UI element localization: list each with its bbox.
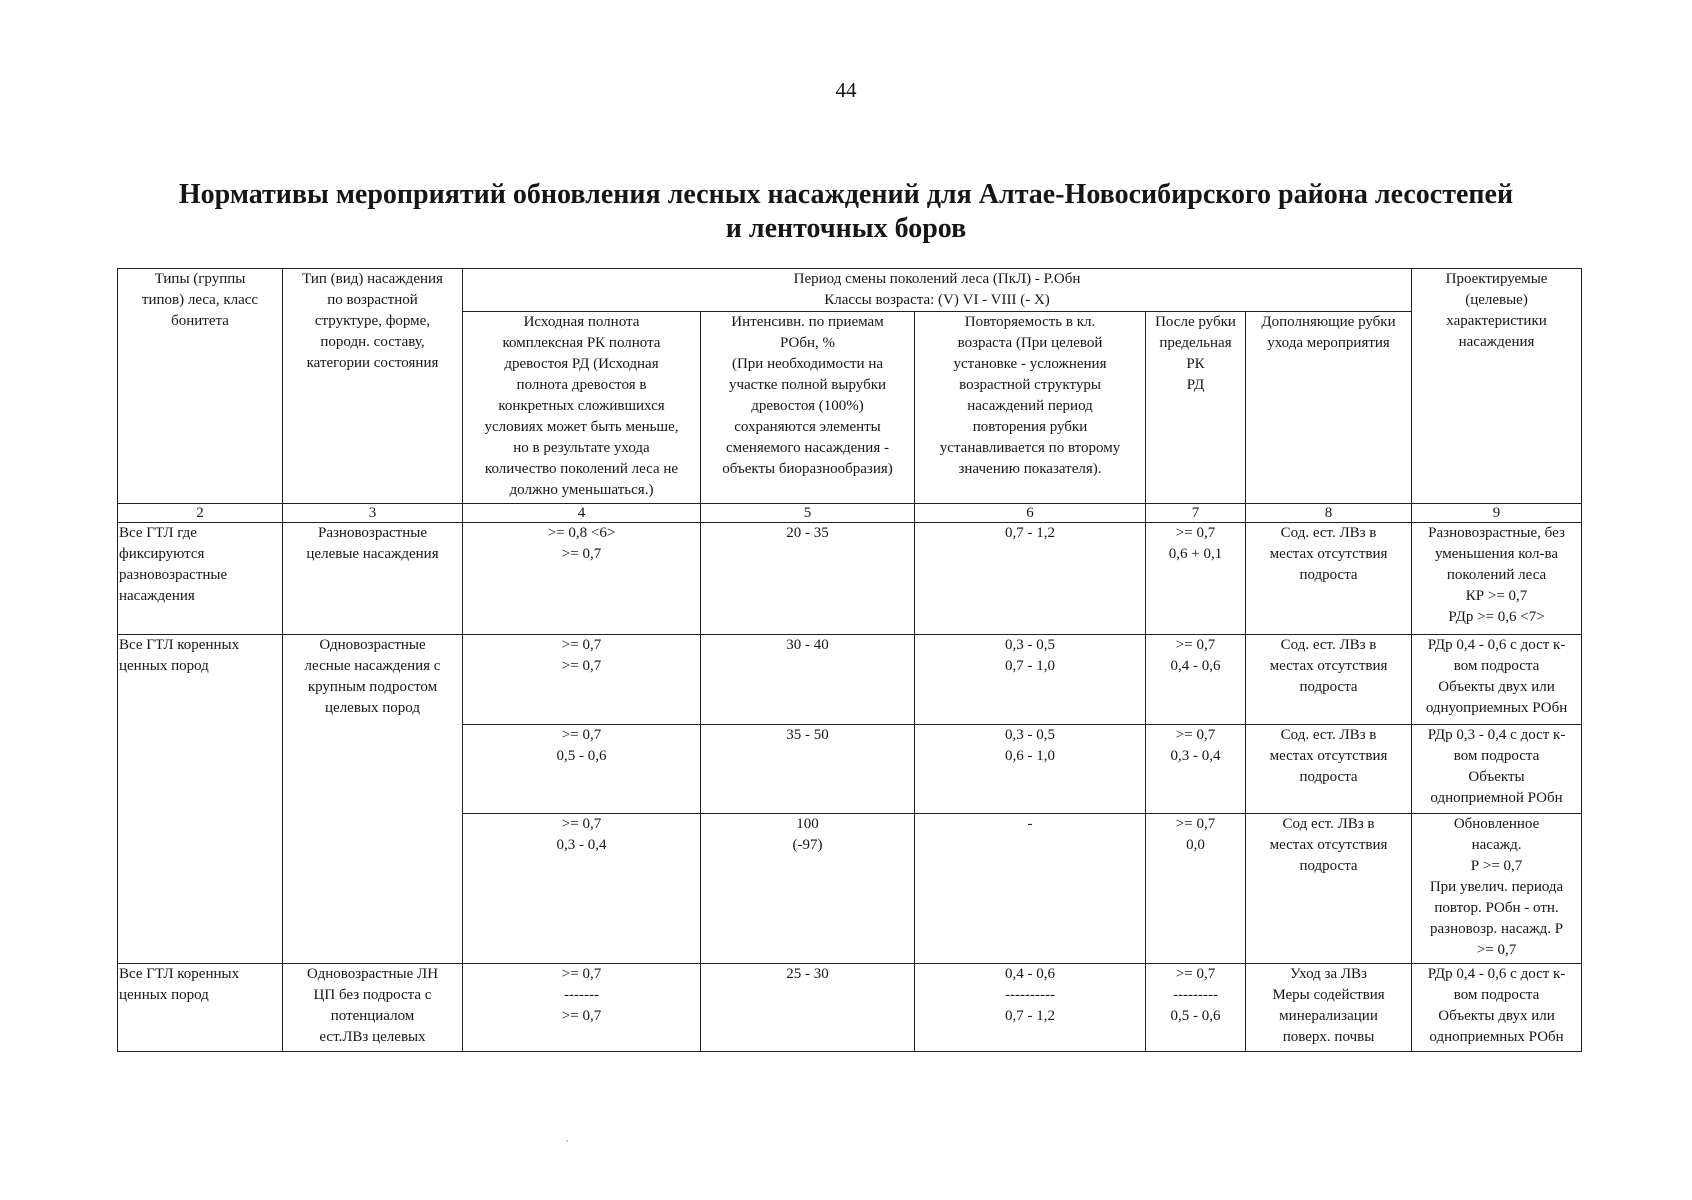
column-number: 9 — [1412, 504, 1582, 523]
column-number: 8 — [1246, 504, 1412, 523]
cell-recurrence: 0,7 - 1,2 — [915, 523, 1146, 635]
column-number: 3 — [283, 504, 463, 523]
cell-target-characteristics: РДр 0,4 - 0,6 с дост к- вом подроста Объекты двух или однуоприемных РОбн — [1412, 635, 1582, 725]
cell-recurrence: - — [915, 814, 1146, 964]
table-row — [118, 523, 1582, 635]
cell-initial-density: >= 0,7 ------- >= 0,7 — [463, 964, 701, 1052]
cell-initial-density: >= 0,8 <6> >= 0,7 — [463, 523, 701, 635]
cell-stand-type: Одновозрастные лесные насаждения с крупным подростом целевых пород — [283, 635, 463, 964]
page-number: 44 — [835, 78, 857, 102]
column-number: 2 — [118, 504, 283, 523]
norms-table — [117, 268, 1582, 1052]
header-after-cut: После рубки предельная РК РД — [1146, 312, 1246, 504]
header-additional-measures: Дополняющие рубки ухода мероприятия — [1246, 312, 1412, 504]
cell-intensity: 30 - 40 — [701, 635, 915, 725]
column-numbers-row — [118, 504, 1582, 523]
cell-initial-density: >= 0,7 0,3 - 0,4 — [463, 814, 701, 964]
cell-intensity: 25 - 30 — [701, 964, 915, 1052]
header-initial-density: Исходная полнота комплексная РК полнота древостоя РД (Исходная полнота древостоя в конкретных сложившихся условиях может быть меньше, но в результате ухода количество поколений леса не должно уменьшаться.) — [463, 312, 701, 504]
title-line-2: и ленточных боров — [725, 213, 967, 244]
cell-after-cut: >= 0,7 0,3 - 0,4 — [1146, 725, 1246, 814]
cell-after-cut: >= 0,7 0,6 + 0,1 — [1146, 523, 1246, 635]
cell-initial-density: >= 0,7 0,5 - 0,6 — [463, 725, 701, 814]
cell-after-cut: >= 0,7 0,0 — [1146, 814, 1246, 964]
cell-intensity: 20 - 35 — [701, 523, 915, 635]
cell-forest-type: Все ГТЛ коренных ценных пород — [118, 635, 283, 964]
cell-recurrence: 0,4 - 0,6 ---------- 0,7 - 1,2 — [915, 964, 1146, 1052]
header-recurrence: Повторяемость в кл. возраста (При целевой установке - усложнения возрастной структуры насаждений период повторения рубки устанавливается по второму значению показателя). — [915, 312, 1146, 504]
cell-target-characteristics: РДр 0,4 - 0,6 с дост к- вом подроста Объекты двух или одноприемных РОбн — [1412, 964, 1582, 1052]
scan-artifact — [566, 1140, 568, 1142]
cell-intensity: 100 (-97) — [701, 814, 915, 964]
cell-recurrence: 0,3 - 0,5 0,6 - 1,0 — [915, 725, 1146, 814]
cell-forest-type: Все ГТЛ где фиксируются разновозрастные насаждения — [118, 523, 283, 635]
cell-additional-measures: Уход за ЛВз Меры содействия минерализации поверх. почвы — [1246, 964, 1412, 1052]
cell-after-cut: >= 0,7 --------- 0,5 - 0,6 — [1146, 964, 1246, 1052]
header-row-1 — [118, 269, 1582, 312]
cell-stand-type: Разновозрастные целевые насаждения — [283, 523, 463, 635]
column-number: 7 — [1146, 504, 1246, 523]
column-number: 6 — [915, 504, 1146, 523]
cell-recurrence: 0,3 - 0,5 0,7 - 1,0 — [915, 635, 1146, 725]
header-renewal-period: Период смены поколений леса (ПкЛ) - Р.Обн Классы возраста: (V) VI - VIII (- X) — [463, 269, 1412, 312]
cell-forest-type: Все ГТЛ коренных ценных пород — [118, 964, 283, 1052]
title-line-1: Нормативы мероприятий обновления лесных насаждений для Алтае-Новосибирского района лесостепей — [178, 179, 1514, 210]
cell-initial-density: >= 0,7 >= 0,7 — [463, 635, 701, 725]
cell-after-cut: >= 0,7 0,4 - 0,6 — [1146, 635, 1246, 725]
header-forest-type: Типы (группы типов) леса, класс бонитета — [118, 269, 283, 504]
column-number: 4 — [463, 504, 701, 523]
cell-additional-measures: Сод ест. ЛВз в местах отсутствия подроста — [1246, 814, 1412, 964]
header-intensity: Интенсивн. по приемам РОбн, % (При необходимости на участке полной вырубки древостоя (100%) сохраняются элементы сменяемого насаждения - объекты биоразнообразия) — [701, 312, 915, 504]
cell-additional-measures: Сод. ест. ЛВз в местах отсутствия подроста — [1246, 523, 1412, 635]
cell-stand-type: Одновозрастные ЛН ЦП без подроста с потенциалом ест.ЛВз целевых — [283, 964, 463, 1052]
table-row — [118, 635, 1582, 725]
header-stand-type: Тип (вид) насаждения по возрастной структуре, форме, породн. составу, категории состояния — [283, 269, 463, 504]
cell-target-characteristics: Обновленное насажд. Р >= 0,7 При увелич. периода повтор. РОбн - отн. разновозр. насажд. Р >= 0,7 — [1412, 814, 1582, 964]
cell-target-characteristics: Разновозрастные, без уменьшения кол-ва поколений леса КР >= 0,7 РДр >= 0,6 <7> — [1412, 523, 1582, 635]
cell-additional-measures: Сод. ест. ЛВз в местах отсутствия подроста — [1246, 635, 1412, 725]
cell-intensity: 35 - 50 — [701, 725, 915, 814]
column-number: 5 — [701, 504, 915, 523]
table-row — [118, 964, 1582, 1052]
cell-target-characteristics: РДр 0,3 - 0,4 с дост к- вом подроста Объекты одноприемной РОбн — [1412, 725, 1582, 814]
header-target-characteristics: Проектируемые (целевые) характеристики насаждения — [1412, 269, 1582, 504]
cell-additional-measures: Сод. ест. ЛВз в местах отсутствия подроста — [1246, 725, 1412, 814]
document-title — [0, 178, 1692, 246]
